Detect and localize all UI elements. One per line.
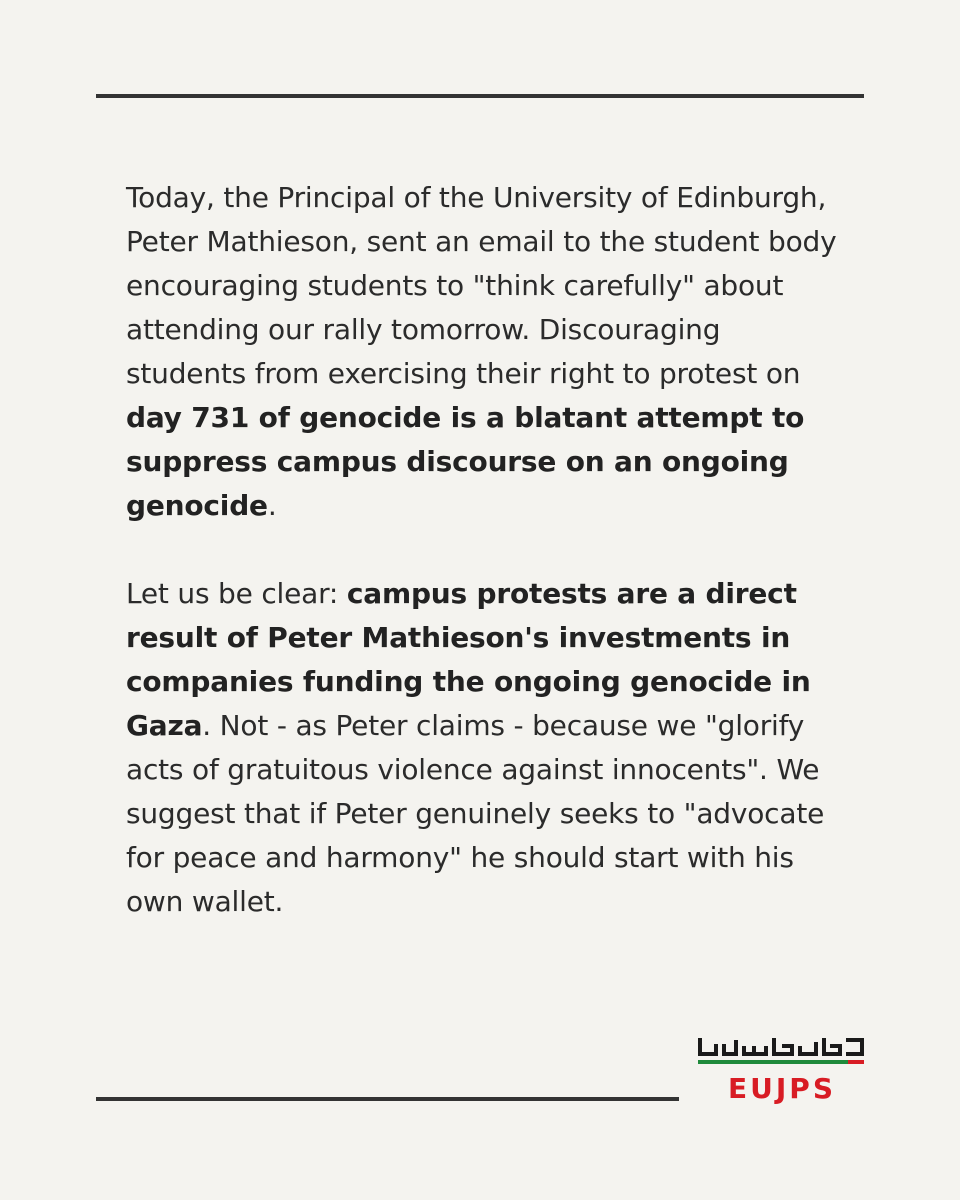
paragraph-2: [126, 572, 844, 924]
logo-wordmark: EUJPS: [728, 1072, 836, 1105]
paragraph-2-text-1: Let us be clear:: [126, 577, 347, 610]
paragraph-1-text-1: Today, the Principal of the University of Edinburgh, Peter Mathieson, sent an email to the student body encouraging students to "think carefully" about attending our rally tomorrow. Discouraging students from exercising their right to protest on: [126, 181, 837, 390]
bottom-divider: [96, 1097, 679, 1101]
paragraph-1-emphasis: day 731 of genocide is a blatant attempt to suppress campus discourse on an ongoing genocide: [126, 401, 805, 522]
statement-body: [126, 176, 844, 924]
eujps-logo: [696, 1036, 868, 1106]
top-divider: [96, 94, 864, 98]
paragraph-2-emphasis: campus protests are a direct result of Peter Mathieson's investments in companies funding the ongoing genocide in Gaza: [126, 577, 811, 742]
paragraph-1: [126, 176, 844, 528]
paragraph-1-text-2: .: [267, 489, 277, 522]
paragraph-2-text-2: . Not - as Peter claims - because we "glorify acts of gratuitous violence against innocents". We suggest that if Peter genuinely seeks to "advocate for peace and harmony" he should start with his own wallet.: [126, 709, 825, 918]
arabic-calligraphy-icon: [696, 1036, 868, 1072]
